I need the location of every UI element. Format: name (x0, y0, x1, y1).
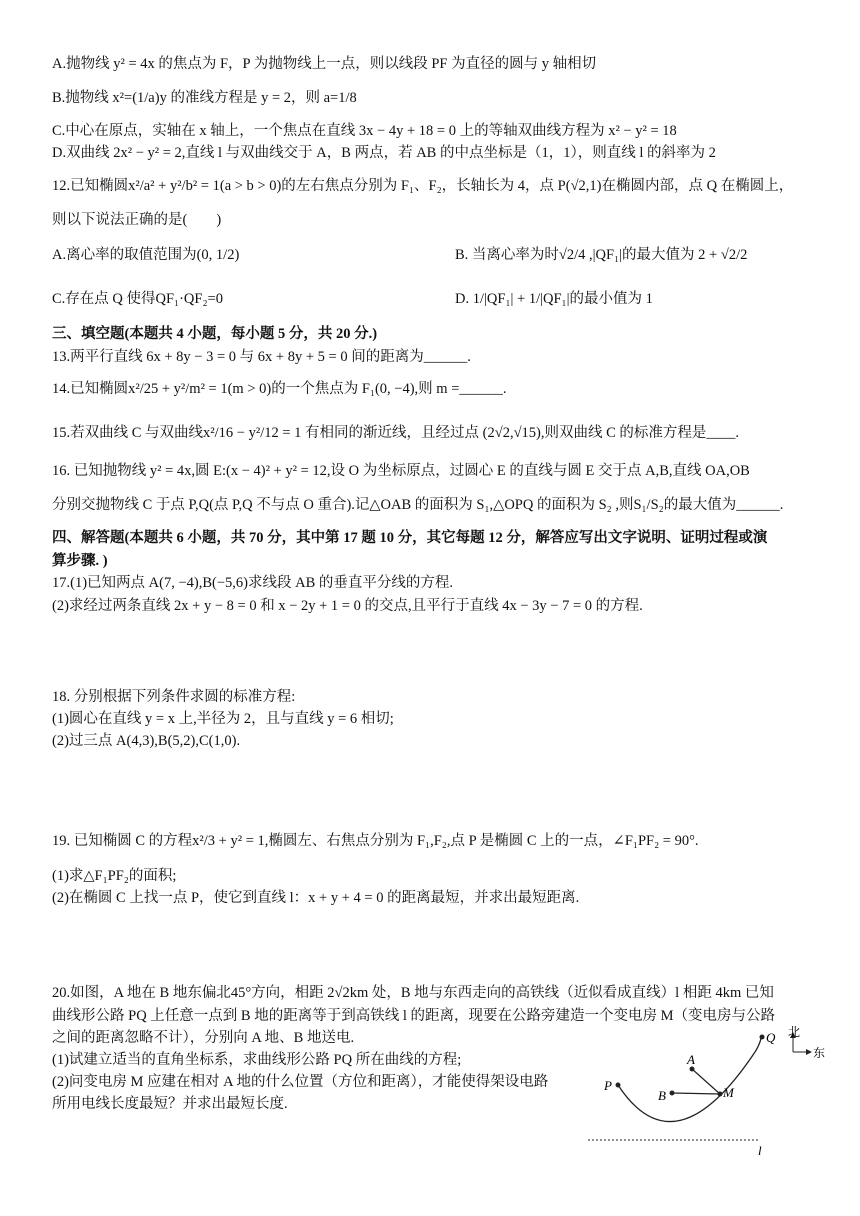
line-sec3: 三、填空题(本题共 4 小题，每小题 5 分，共 20 分.) (52, 326, 378, 342)
point-p (616, 1083, 621, 1088)
line-sec4a: 四、解答题(本题共 6 小题，共 70 分，其中第 17 题 10 分，其它每题 12 分，解答应写出文字说明、证明过程或演 (52, 530, 768, 546)
curve-pq-top (755, 1038, 761, 1052)
label-east: 东 (813, 1046, 826, 1060)
line-q13: 13.两平行直线 6x + 8y − 3 = 0 与 6x + 8y + 5 = 0 间的距离为______. (52, 349, 471, 365)
line-q19a: (1)求△F₁PF₂的面积; (52, 868, 177, 884)
line-q20e: (2)问变电房 M 应建在相对 A 地的什么位置（方位和距离），才能使得架设电路 (52, 1074, 549, 1090)
segment-am (692, 1069, 720, 1094)
line-q20c: 之间的距离忽略不计），分别向 A 地、B 地送电. (52, 1030, 355, 1046)
line-q15: 15.若双曲线 C 与双曲线x²/16 − y²/12 = 1 有相同的渐近线，且经过点 (2√2,√15),则双曲线 C 的标准方程是____. (52, 425, 740, 441)
line-q20f: 所用电线长度最短？并求出最短长度. (52, 1096, 288, 1112)
line-q12A: A.离心率的取值范围为(0, 1/2) (52, 247, 240, 263)
label-b: B (658, 1088, 666, 1103)
line-q14: 14.已知椭圆x²/25 + y²/m² = 1(m > 0)的一个焦点为 F₁(0, −4),则 m =______. (52, 381, 507, 397)
line-q12: 12.已知椭圆x²/a² + y²/b² = 1(a > b > 0)的左右焦点分别为 F₁、F₂，长轴长为 4，点 P(√2,1)在椭圆内部，点 Q 在椭圆上， (52, 178, 794, 194)
line-q12D: D. 1/|QF₁| + 1/|QF₁|的最小值为 1 (455, 291, 653, 307)
line-q11c: C.中心在原点，实轴在 x 轴上，一个焦点在直线 3x − 4y + 18 = 0 上的等轴双曲线方程为 x² − y² = 18 (52, 123, 677, 139)
line-q20d: (1)试建立适当的直角坐标系，求曲线形公路 PQ 所在曲线的方程; (52, 1052, 462, 1068)
figure-q20 (580, 1022, 840, 1162)
label-a: A (687, 1052, 695, 1067)
point-q (760, 1035, 765, 1040)
label-north: 北 (788, 1025, 801, 1039)
line-q18b: (2)过三点 A(4,3),B(5,2),C(1,0). (52, 733, 241, 749)
line-q12B: B. 当离心率为时√2/4 ,|QF₁|的最大值为 2 + √2/2 (455, 247, 748, 263)
line-q16a: 16. 已知抛物线 y² = 4x,圆 E:(x − 4)² + y² = 12,设 O 为坐标原点，过圆心 E 的直线与圆 E 交于点 A,B,直线 OA,OB (52, 463, 750, 479)
line-q18: 18. 分别根据下列条件求圆的标准方程: (52, 689, 296, 705)
line-q16b: 分别交抛物线 C 于点 P,Q(点 P,Q 不与点 O 重合).记△OAB 的面积为 S₁,△OPQ 的面积为 S₂ ,则S₁/S₂的最大值为______. (52, 497, 784, 513)
label-l: l (758, 1143, 762, 1158)
line-q11b: B.抛物线 x²=(1/a)y 的准线方程是 y = 2，则 a=1/8 (52, 90, 357, 106)
line-q17b: (2)求经过两条直线 2x + y − 8 = 0 和 x − 2y + 1 = 0 的交点,且平行于直线 4x − 3y − 7 = 0 的方程. (52, 598, 643, 614)
label-q: Q (766, 1030, 776, 1045)
line-q12b: 则以下说法正确的是( ) (52, 212, 222, 228)
line-q19b: (2)在椭圆 C 上找一点 P，使它到直线 l：x + y + 4 = 0 的距离最短，并求出最短距离. (52, 890, 580, 906)
segment-bm (672, 1093, 720, 1094)
line-q11d: D.双曲线 2x² − y² = 2,直线 l 与双曲线交于 A，B 两点，若 AB 的中点坐标是（1，1），则直线 l 的斜率为 2 (52, 145, 716, 161)
line-q17a: 17.(1)已知两点 A(7, −4),B(−5,6)求线段 AB 的垂直平分线的方程. (52, 575, 453, 591)
label-m: M (723, 1085, 734, 1100)
line-q12C: C.存在点 Q 使得QF₁·QF₂=0 (52, 291, 223, 307)
line-sec4b: 算步骤. ) (52, 553, 108, 569)
line-q18a: (1)圆心在直线 y = x 上,半径为 2，且与直线 y = 6 相切; (52, 711, 394, 727)
label-p: P (604, 1078, 612, 1093)
line-q11a: A.抛物线 y² = 4x 的焦点为 F，P 为抛物线上一点，则以线段 PF 为直径的圆与 y 轴相切 (52, 56, 597, 72)
line-q20a: 20.如图，A 地在 B 地东偏北45°方向，相距 2√2km 处，B 地与东西走向的高铁线（近似看成直线）l 相距 4km 已知 (52, 985, 774, 1001)
line-q19: 19. 已知椭圆 C 的方程x²/3 + y² = 1,椭圆左、右焦点分别为 F₁,F₂,点 P 是椭圆 C 上的一点，∠F₁PF₂ = 90°. (52, 833, 699, 849)
line-q20b: 曲线形公路 PQ 上任意一点到 B 地的距离等于到高铁线 l 的距离，现要在公路旁建造一个变电房 M（变电房与公路 (52, 1008, 775, 1024)
